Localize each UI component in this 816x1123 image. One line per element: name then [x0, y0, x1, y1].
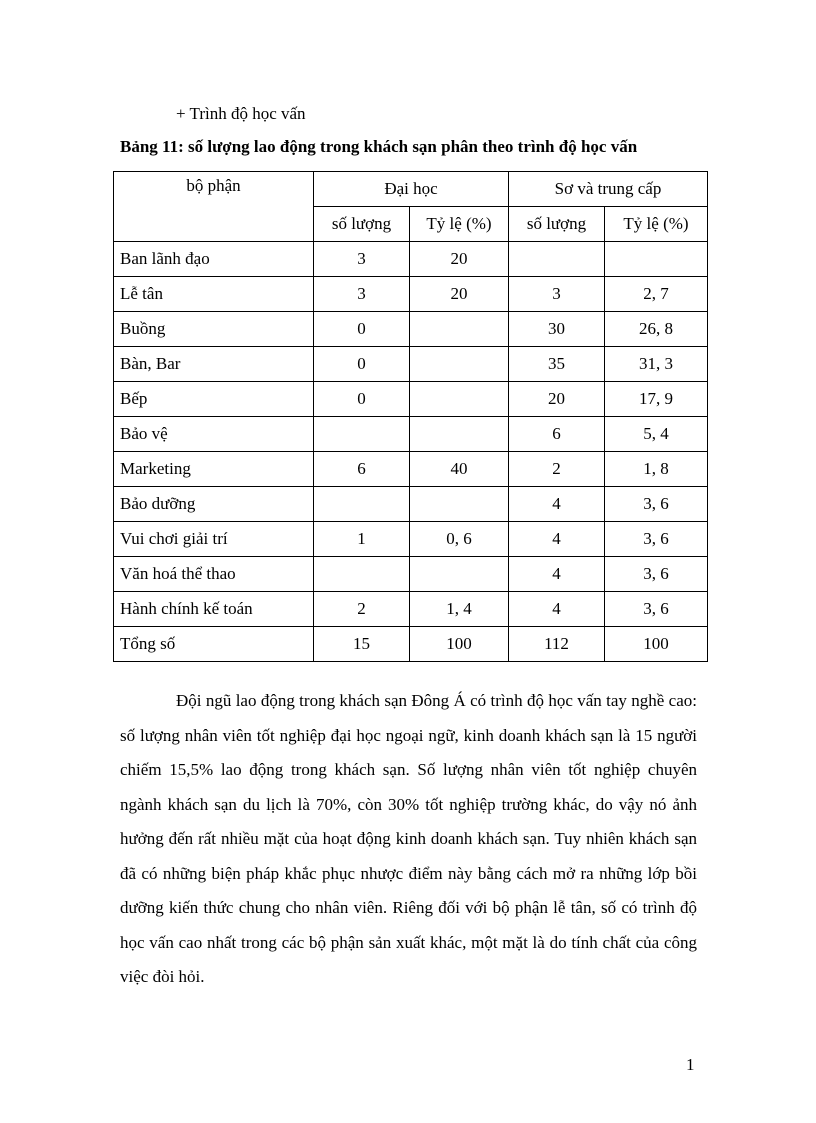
cell-department: Bàn, Bar	[114, 347, 314, 382]
cell-university-count: 0	[314, 382, 410, 417]
cell-secondary-count: 3	[509, 277, 605, 312]
cell-secondary-ratio: 17, 9	[605, 382, 708, 417]
cell-university-ratio: 1, 4	[410, 592, 509, 627]
table-row	[114, 627, 708, 662]
cell-department: Tổng số	[114, 627, 314, 662]
subheader-secondary-count: số lượng	[509, 207, 605, 242]
cell-secondary-ratio: 100	[605, 627, 708, 662]
cell-secondary-ratio: 3, 6	[605, 557, 708, 592]
cell-secondary-count: 35	[509, 347, 605, 382]
table-row	[114, 452, 708, 487]
cell-secondary-count: 2	[509, 452, 605, 487]
cell-university-count	[314, 557, 410, 592]
cell-department: Ban lãnh đạo	[114, 242, 314, 277]
cell-secondary-ratio	[605, 242, 708, 277]
cell-university-count: 6	[314, 452, 410, 487]
cell-secondary-count: 4	[509, 557, 605, 592]
body-paragraph-block	[120, 684, 697, 995]
table-row	[114, 242, 708, 277]
cell-university-count	[314, 487, 410, 522]
table-row	[114, 347, 708, 382]
education-level-table	[113, 171, 708, 662]
cell-university-ratio	[410, 312, 509, 347]
header-university: Đại học	[314, 172, 509, 207]
cell-secondary-ratio: 3, 6	[605, 522, 708, 557]
cell-department: Bếp	[114, 382, 314, 417]
table-row	[114, 592, 708, 627]
cell-university-count: 0	[314, 312, 410, 347]
cell-department: Hành chính kế toán	[114, 592, 314, 627]
cell-secondary-ratio: 2, 7	[605, 277, 708, 312]
cell-secondary-count: 4	[509, 487, 605, 522]
table-caption: Bảng 11: số lượng lao động trong khách sạn phân theo trình độ học vấn	[120, 137, 638, 156]
table-row	[114, 382, 708, 417]
cell-department: Bảo dưỡng	[114, 487, 314, 522]
table-row	[114, 522, 708, 557]
table-row	[114, 277, 708, 312]
cell-secondary-count: 20	[509, 382, 605, 417]
cell-university-ratio: 100	[410, 627, 509, 662]
cell-department: Marketing	[114, 452, 314, 487]
cell-university-ratio	[410, 382, 509, 417]
cell-university-ratio	[410, 487, 509, 522]
body-paragraph: Đội ngũ lao động trong khách sạn Đông Á có trình độ học vấn tay nghề cao: số lượng nhân viên tốt nghiệp đại học ngoại ngữ, kinh doanh khách sạn là 15 người chiếm 15,5% lao động trong khách sạn. Số lượng nhân viên tốt nghiệp chuyên ngành khách sạn du lịch là 70%, còn 30% tốt nghiệp trường khác, do vậy nó ảnh hưởng đến rất nhiều mặt của hoạt động kinh doanh khách sạn. Tuy nhiên khách sạn đã có những biện pháp khắc phục nhược điểm này bằng cách mở ra những lớp bồi dưỡng kiến thức chung cho nhân viên. Riêng đối với bộ phận lễ tân, số có trình độ học vấn cao nhất trong các bộ phận sản xuất khác, một mặt là do tính chất của công việc đòi hỏi.	[120, 691, 697, 986]
cell-university-ratio: 20	[410, 242, 509, 277]
cell-university-count	[314, 417, 410, 452]
cell-department: Bảo vệ	[114, 417, 314, 452]
section-title: + Trình độ học vấn	[176, 104, 306, 123]
table-row	[114, 487, 708, 522]
page-number: 1	[686, 1055, 695, 1074]
cell-secondary-count: 30	[509, 312, 605, 347]
cell-secondary-ratio: 3, 6	[605, 592, 708, 627]
cell-university-ratio	[410, 417, 509, 452]
cell-secondary-ratio: 5, 4	[605, 417, 708, 452]
cell-secondary-count: 112	[509, 627, 605, 662]
cell-university-ratio	[410, 557, 509, 592]
cell-secondary-ratio: 31, 3	[605, 347, 708, 382]
cell-university-count: 1	[314, 522, 410, 557]
cell-secondary-count: 4	[509, 592, 605, 627]
subheader-university-ratio: Tỷ lệ (%)	[410, 207, 509, 242]
cell-university-ratio	[410, 347, 509, 382]
table-header-row	[114, 172, 708, 207]
cell-university-ratio: 40	[410, 452, 509, 487]
cell-department: Vui chơi giải trí	[114, 522, 314, 557]
cell-secondary-count	[509, 242, 605, 277]
cell-secondary-count: 6	[509, 417, 605, 452]
cell-secondary-count: 4	[509, 522, 605, 557]
header-secondary: Sơ và trung cấp	[509, 172, 708, 207]
table-body	[114, 172, 708, 662]
cell-university-count: 2	[314, 592, 410, 627]
cell-secondary-ratio: 3, 6	[605, 487, 708, 522]
cell-department: Buồng	[114, 312, 314, 347]
cell-university-ratio: 0, 6	[410, 522, 509, 557]
cell-department: Lễ tân	[114, 277, 314, 312]
subheader-secondary-ratio: Tỷ lệ (%)	[605, 207, 708, 242]
table-row	[114, 417, 708, 452]
cell-secondary-ratio: 26, 8	[605, 312, 708, 347]
table-row	[114, 312, 708, 347]
cell-university-count: 0	[314, 347, 410, 382]
cell-university-count: 3	[314, 277, 410, 312]
cell-department: Văn hoá thể thao	[114, 557, 314, 592]
header-department: bộ phận	[114, 172, 314, 242]
cell-university-count: 3	[314, 242, 410, 277]
cell-secondary-ratio: 1, 8	[605, 452, 708, 487]
cell-university-ratio: 20	[410, 277, 509, 312]
cell-university-count: 15	[314, 627, 410, 662]
subheader-university-count: số lượng	[314, 207, 410, 242]
table-row	[114, 557, 708, 592]
